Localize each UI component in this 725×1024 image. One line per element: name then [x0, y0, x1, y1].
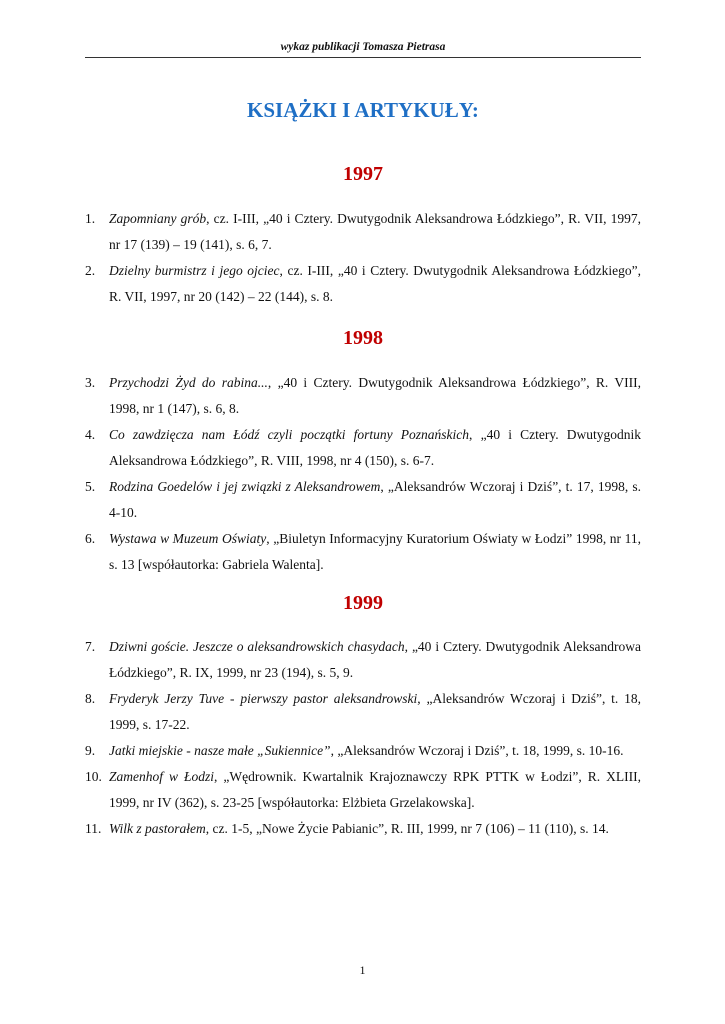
- entry-title: Dziwni goście. Jeszcze o aleksandrowskich chasydach: [109, 639, 405, 654]
- entry-number: 3.: [85, 375, 96, 390]
- entry-list-1998: [85, 370, 641, 578]
- list-item: [85, 686, 641, 738]
- list-item: [85, 258, 641, 310]
- entry-number: 11.: [85, 821, 102, 836]
- list-item: [85, 764, 641, 816]
- list-item: [85, 526, 641, 578]
- entry-title: Fryderyk Jerzy Tuve - pierwszy pastor aleksandrowski: [109, 691, 418, 706]
- entry-list-1999: [85, 634, 641, 842]
- list-item: [85, 370, 641, 422]
- list-item: [85, 634, 641, 686]
- entry-citation: , „Aleksandrów Wczoraj i Dziś”, t. 18, 1999, s. 10-16.: [330, 743, 624, 758]
- entry-number: 6.: [85, 531, 96, 546]
- list-item: [85, 206, 641, 258]
- running-header: wykaz publikacji Tomasza Pietrasa: [85, 41, 641, 58]
- entry-number: 8.: [85, 691, 96, 706]
- entry-title: Jatki miejskie - nasze małe „Sukiennice”: [109, 743, 331, 758]
- year-heading-1997: 1997: [343, 163, 383, 185]
- entry-title: Zapomniany grób: [109, 211, 207, 226]
- entry-title: Zamenhof w Łodzi: [109, 769, 215, 784]
- entry-citation: , cz. 1-5, „Nowe Życie Pabianic”, R. III, 1999, nr 7 (106) – 11 (110), s. 14.: [205, 821, 609, 836]
- entry-title: Wilk z pastorałem: [109, 821, 206, 836]
- entry-title: Przychodzi Żyd do rabina...: [109, 375, 268, 390]
- entry-number: 7.: [85, 639, 96, 654]
- entry-citation: , „Aleksandrów Wczoraj i Dziś”, t. 18, 1999, s. 17-22.: [109, 691, 642, 732]
- entry-number: 10.: [85, 769, 102, 784]
- entry-citation: , „Wędrownik. Kwartalnik Krajoznawczy RPK PTTK w Łodzi”, R. XLIII, 1999, nr IV (362), s. 23-25 [współautorka: Elżbieta Grzelakowska].: [109, 769, 641, 810]
- entry-citation: , „Aleksandrów Wczoraj i Dziś”, t. 17, 1998, s. 4-10.: [109, 479, 642, 520]
- year-heading-1998: 1998: [343, 327, 383, 349]
- entry-citation: , cz. I-III, „40 i Cztery. Dwutygodnik Aleksandrowa Łódzkiego”, R. VII, 1997, nr 20 (142) – 22 (144), s. 8.: [109, 263, 642, 304]
- entry-number: 2.: [85, 263, 96, 278]
- year-heading-1999: 1999: [343, 592, 383, 614]
- page-title: KSIĄŻKI I ARTYKUŁY:: [247, 98, 479, 122]
- entry-number: 9.: [85, 743, 96, 758]
- list-item: [85, 816, 641, 842]
- entry-number: 1.: [85, 211, 96, 226]
- entry-citation: , „40 i Cztery. Dwutygodnik Aleksandrowa Łódzkiego”, R. VIII, 1998, nr 1 (147), s. 6, 8.: [109, 375, 641, 416]
- entry-citation: , cz. I-III, „40 i Cztery. Dwutygodnik Aleksandrowa Łódzkiego”, R. VII, 1997, nr 17 (139) – 19 (141), s. 6, 7.: [109, 211, 641, 252]
- entry-citation: , „Biuletyn Informacyjny Kuratorium Oświaty w Łodzi” 1998, nr 11, s. 13 [współautorka: Gabriela Walenta].: [109, 531, 641, 572]
- entry-title: Rodzina Goedelów i jej związki z Aleksandrowem: [109, 479, 381, 494]
- list-item: [85, 422, 641, 474]
- entry-number: 4.: [85, 427, 96, 442]
- page-number: 1: [359, 963, 366, 977]
- entry-citation: , „40 i Cztery. Dwutygodnik Aleksandrowa Łódzkiego”, R. IX, 1999, nr 23 (194), s. 5, 9.: [109, 639, 641, 680]
- list-item: [85, 738, 641, 764]
- entry-title: Wystawa w Muzeum Oświaty: [109, 531, 267, 546]
- entry-number: 5.: [85, 479, 96, 494]
- entry-list-1997: [85, 206, 641, 310]
- entry-citation: , „40 i Cztery. Dwutygodnik Aleksandrowa Łódzkiego”, R. VIII, 1998, nr 4 (150), s. 6-7.: [109, 427, 641, 468]
- entry-title: Co zawdzięcza nam Łódź czyli początki fortuny Poznańskich: [109, 427, 470, 442]
- entry-title: Dzielny burmistrz i jego ojciec: [109, 263, 280, 278]
- list-item: [85, 474, 641, 526]
